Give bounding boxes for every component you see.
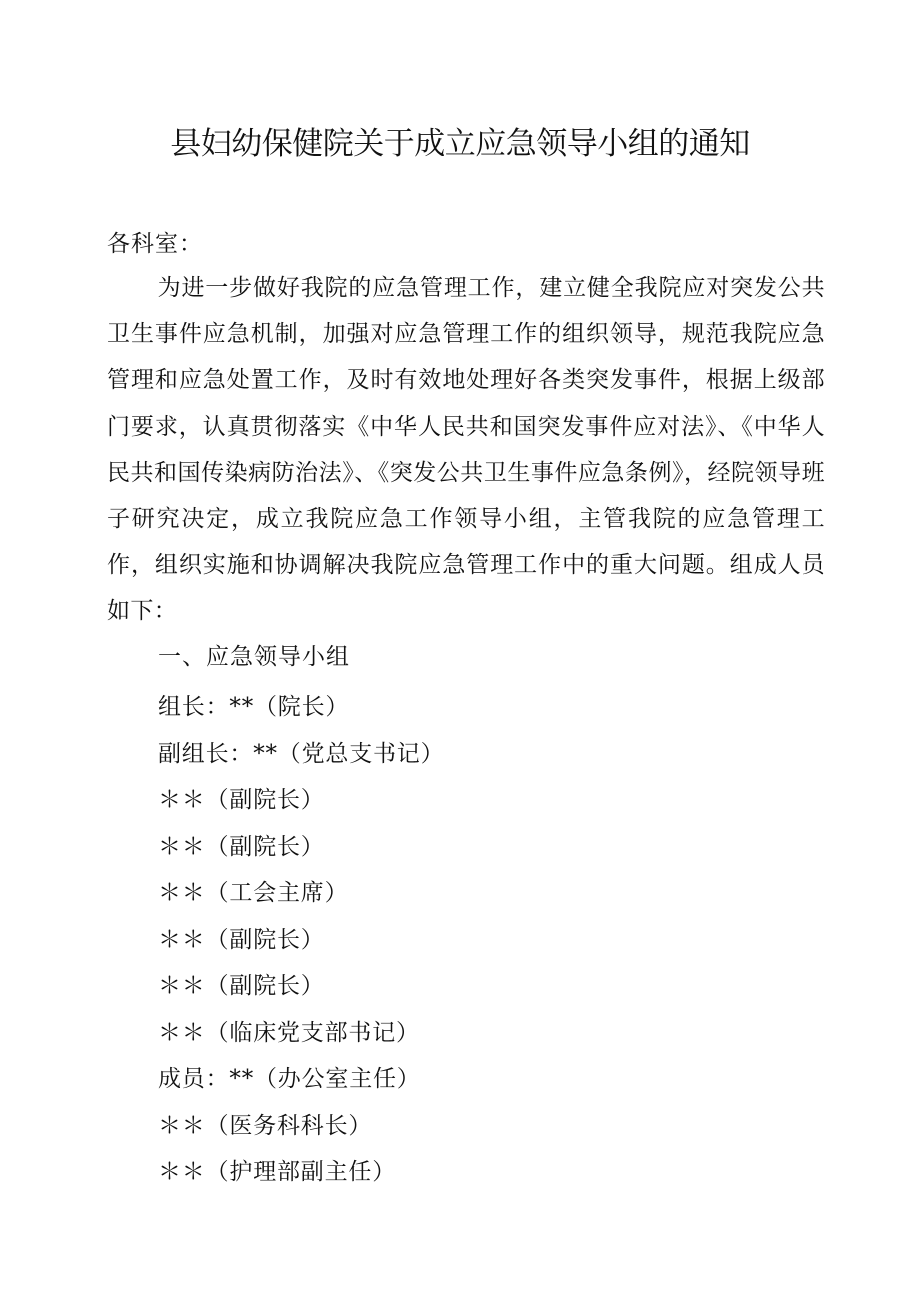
member-line: ＊＊（副院长） <box>158 973 325 999</box>
member-line: ＊＊（工会主席） <box>158 880 349 906</box>
member-line: ＊＊（医务科科长） <box>158 1112 373 1139</box>
member-list <box>158 684 444 1196</box>
member-line: ＊＊（护理部副主任） <box>158 1159 396 1185</box>
salutation: 各科室： <box>107 231 203 257</box>
section-heading: 一、应急领导小组 <box>158 644 350 670</box>
member-line: ＊＊（副院长） <box>158 926 325 953</box>
member-line: ＊＊（副院长） <box>158 833 325 860</box>
document-title: 县妇幼保健院关于成立应急领导小组的通知 <box>170 126 750 162</box>
body-paragraph: 为进一步做好我院的应急管理工作，建立健全我院应对突发公共卫生事件应急机制，加强对应急管理工作的组织领导，规范我院应急管理和应急处置工作，及时有效地处理好各类突发事件，根据上级部门要求，认真贯彻落实《中华人民共和国突发事件应对法》、《中华人民共和国传染病防治法》、《突发公共卫生事件应急条例》，经院领导班子研究决定，成立我院应急工作领导小组，主管我院的应急管理工作，组织实施和协调解决我院应急管理工作中的重大问题。组成人员如下： <box>107 275 825 625</box>
member-line: ＊＊（副院长） <box>158 787 325 813</box>
member-line: 成员：**（办公室主任） <box>158 1066 421 1092</box>
member-line: 组长：**（院长） <box>158 694 350 720</box>
member-line: 副组长：**（党总支书记） <box>158 740 445 767</box>
member-line: ＊＊（临床党支部书记） <box>158 1019 420 1046</box>
